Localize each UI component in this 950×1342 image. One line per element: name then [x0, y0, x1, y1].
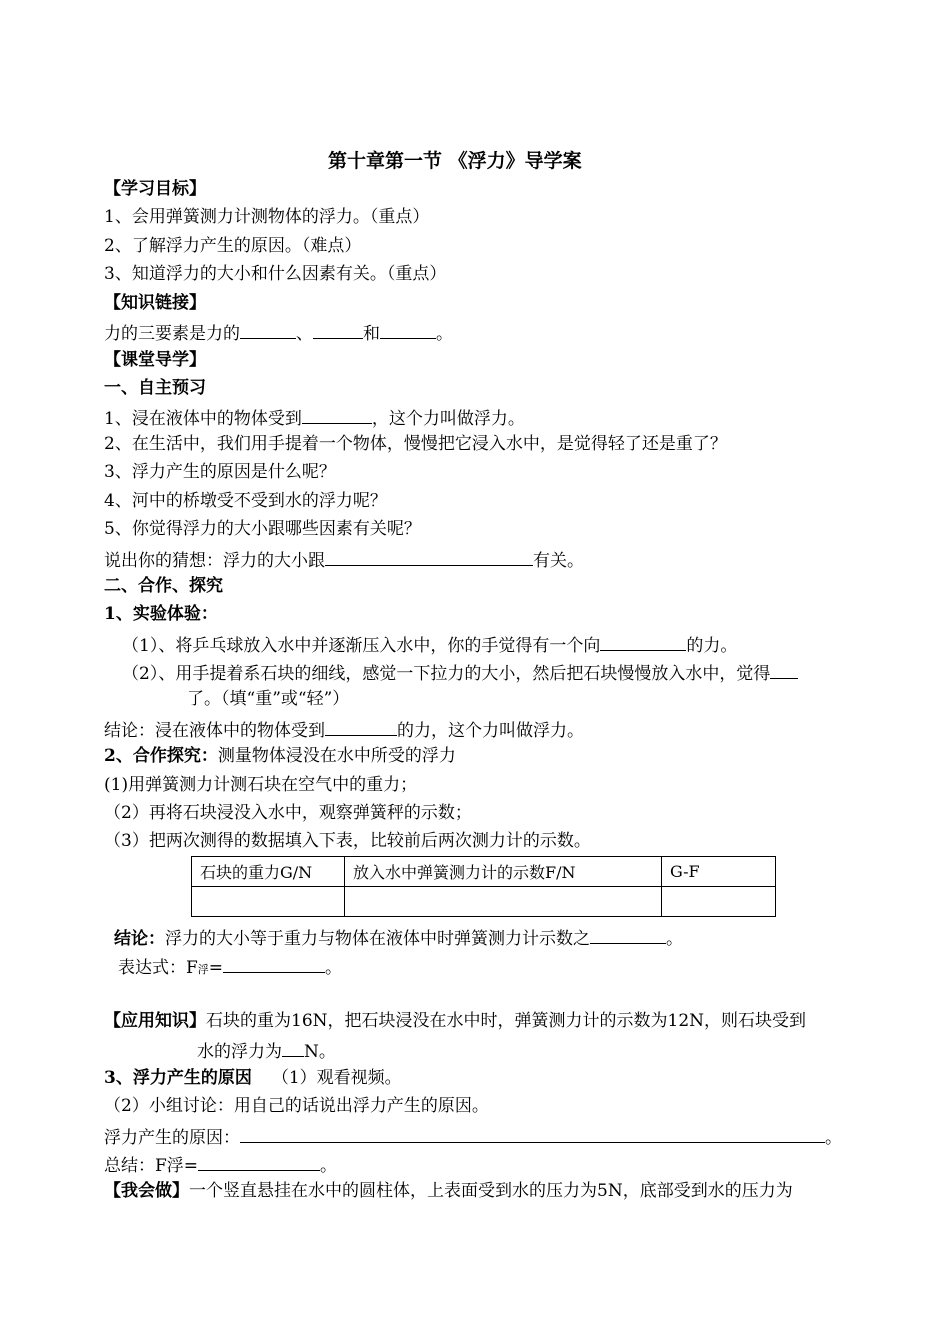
cooperation-step-1: (1)用弹簧测力计测石块在空气中的重力； — [104, 775, 418, 795]
cause-heading-line — [104, 1067, 402, 1089]
cause-answer-end: 。 — [825, 1128, 842, 1148]
table-header-row — [192, 857, 776, 887]
answer-blank[interactable] — [313, 320, 363, 339]
knowledge-link-line — [104, 320, 453, 345]
i-can-do-line — [104, 1180, 793, 1202]
guess-line — [104, 547, 584, 572]
cause-step-1: （1）观看视频。 — [271, 1068, 402, 1088]
cause-step-2: （2）小组讨论：用自己的话说出浮力产生的原因。 — [104, 1096, 489, 1116]
goal-2: 2、了解浮力产生的原因。（难点） — [104, 236, 362, 256]
answer-blank[interactable] — [600, 632, 686, 651]
experiment-1-text-a: （1）、将乒乓球放入水中并逐渐压入水中，你的手觉得有一个向 — [122, 636, 601, 656]
cooperation-step-3: （3）把两次测得的数据填入下表，比较前后两次测力计的示数。 — [104, 831, 591, 851]
experiment-item-2 — [122, 660, 798, 685]
summary-text-a: 总结：F浮= — [104, 1156, 199, 1176]
apply-knowledge-text-b: 水的浮力为 — [197, 1042, 282, 1062]
guide-heading: 【课堂导学】 — [104, 350, 206, 370]
expression-subscript: 浮 — [197, 963, 209, 976]
knowledge-link-heading: 【知识链接】 — [104, 293, 206, 313]
answer-blank[interactable] — [282, 1038, 304, 1057]
page-title: 第十章第一节 《浮力》导学案 — [328, 150, 582, 172]
apply-knowledge-line — [104, 1010, 806, 1032]
apply-knowledge-text: 石块的重为16N，把石块浸没在水中时，弹簧测力计的示数为12N，则石块受到 — [206, 1011, 807, 1031]
answer-blank[interactable] — [240, 1124, 825, 1143]
experiment-2-text-a: （2）、用手提着系石块的细线，感觉一下拉力的大小，然后把石块慢慢放入水中，觉得 — [122, 664, 771, 684]
guess-text-a: 说出你的猜想：浮力的大小跟 — [104, 551, 325, 571]
measurement-table — [191, 856, 776, 917]
experiment-1-text-b: 的力。 — [686, 636, 738, 656]
part1-heading: 一、自主预习 — [104, 378, 206, 398]
goal-1: 1、会用弹簧测力计测物体的浮力。（重点） — [104, 207, 430, 227]
preview-1-text-b: ，这个力叫做浮力。 — [371, 409, 525, 429]
cause-answer-line — [104, 1124, 842, 1149]
answer-blank[interactable] — [223, 954, 325, 973]
answer-blank[interactable] — [770, 660, 798, 679]
guess-text-b: 有关。 — [533, 551, 584, 571]
conclusion-2-text-a: 浮力的大小等于重力与物体在液体中时弹簧测力计示数之 — [165, 929, 590, 949]
link-text-a: 力的三要素是力的 — [104, 324, 240, 344]
table-cell[interactable] — [345, 887, 662, 917]
part2-heading: 二、合作、探究 — [104, 576, 223, 596]
expression-text-c: 。 — [325, 958, 343, 978]
link-text-d: 。 — [436, 324, 453, 344]
preview-item-4: 4、河中的桥墩受不受到水的浮力呢？ — [104, 491, 387, 511]
i-can-do-label: 【我会做】 — [104, 1181, 189, 1201]
table-cell[interactable] — [192, 887, 345, 917]
preview-1-text-a: 1、浸在液体中的物体受到 — [104, 409, 302, 429]
cause-answer-label: 浮力产生的原因： — [104, 1128, 240, 1148]
cooperation-heading-line — [104, 745, 456, 767]
conclusion-2-label: 结论： — [114, 929, 165, 949]
table-header-cell: G-F — [662, 857, 776, 887]
goal-3: 3、知道浮力的大小和什么因素有关。（重点） — [104, 264, 447, 284]
answer-blank[interactable] — [590, 925, 666, 944]
experiment-heading: 1、实验体验： — [104, 604, 218, 624]
cooperation-topic: 测量物体浸没在水中所受的浮力 — [217, 746, 456, 766]
preview-item-5: 5、你觉得浮力的大小跟哪些因素有关呢？ — [104, 519, 421, 539]
table-row — [192, 887, 776, 917]
link-text-b: 、 — [296, 324, 313, 344]
cause-heading: 3、浮力产生的原因 — [104, 1068, 252, 1088]
expression-text-b: = — [208, 958, 224, 978]
conclusion-2-text-b: 。 — [666, 929, 683, 949]
apply-knowledge-line-2 — [197, 1038, 336, 1063]
preview-item-3: 3、浮力产生的原因是什么呢？ — [104, 462, 336, 482]
table-header-cell: 放入水中弹簧测力计的示数F/N — [345, 857, 662, 887]
experiment-item-1 — [122, 632, 737, 657]
summary-text-b: 。 — [320, 1156, 338, 1176]
table-cell[interactable] — [662, 887, 776, 917]
i-can-do-text: 一个竖直悬挂在水中的圆柱体，上表面受到水的压力为5N，底部受到水的压力为 — [189, 1181, 793, 1201]
conclusion-1-text-a: 结论：浸在液体中的物体受到 — [104, 721, 325, 741]
answer-blank[interactable] — [325, 717, 397, 736]
apply-knowledge-label: 【应用知识】 — [104, 1011, 206, 1031]
conclusion-1 — [104, 717, 584, 742]
link-text-c: 和 — [363, 324, 380, 344]
answer-blank[interactable] — [325, 547, 533, 566]
experiment-item-2-cont: 了。（填“重”或“轻”） — [187, 689, 350, 709]
answer-blank[interactable] — [302, 405, 372, 424]
cooperation-step-2: （2）再将石块浸没入水中，观察弹簧秤的示数； — [104, 803, 472, 823]
expression-text-a: 表达式：F — [118, 958, 198, 978]
summary-line — [104, 1152, 337, 1177]
answer-blank[interactable] — [380, 320, 436, 339]
expression-line — [118, 954, 342, 981]
apply-knowledge-text-c: N。 — [304, 1042, 336, 1062]
table-header-cell: 石块的重力G/N — [192, 857, 345, 887]
conclusion-1-text-b: 的力，这个力叫做浮力。 — [397, 721, 584, 741]
preview-item-2: 2、在生活中，我们用手提着一个物体，慢慢把它浸入水中，是觉得轻了还是重了？ — [104, 434, 727, 454]
goals-heading: 【学习目标】 — [104, 179, 206, 199]
answer-blank[interactable] — [198, 1152, 320, 1171]
answer-blank[interactable] — [240, 320, 296, 339]
preview-item-1 — [104, 405, 525, 430]
conclusion-2 — [114, 925, 683, 950]
cooperation-heading: 2、合作探究： — [104, 746, 218, 766]
